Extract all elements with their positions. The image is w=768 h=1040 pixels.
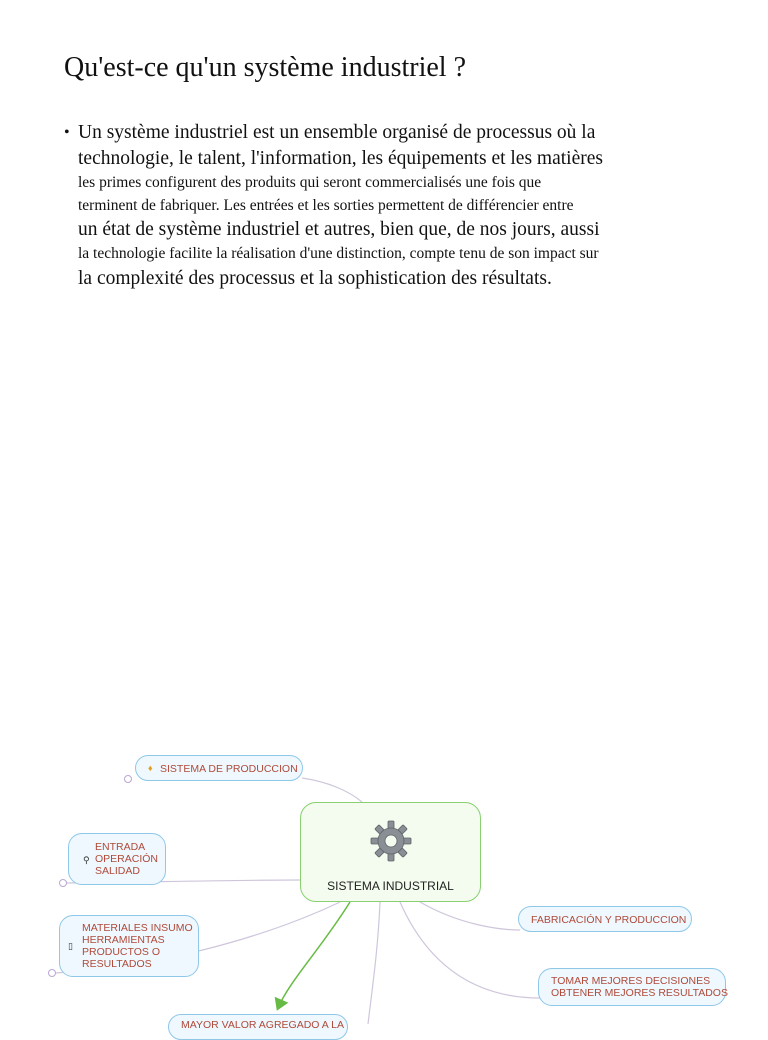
paragraph-line: la technologie facilite la réalisation d'une distinction, compte tenu de son impact sur xyxy=(78,245,599,262)
paragraph-line: un état de système industriel et autres, bien que, de nos jours, aussi xyxy=(78,219,600,240)
node-label: TOMAR MEJORES DECISIONES xyxy=(551,975,711,987)
node-label: PRODUCTOS O xyxy=(82,946,160,958)
node-label: SISTEMA DE PRODUCCION xyxy=(160,763,298,775)
node-label: FABRICACIÓN Y PRODUCCION xyxy=(531,914,687,926)
collapse-toggle[interactable] xyxy=(48,969,56,977)
node-sistema-produccion[interactable] xyxy=(135,755,303,781)
paragraph-line: la complexité des processus et la sophistication des résultats. xyxy=(78,268,552,289)
gear-icon xyxy=(369,819,413,863)
node-label: MATERIALES INSUMO xyxy=(82,922,193,934)
paragraph-line: technologie, le talent, l'information, les équipements et les matières xyxy=(78,148,603,169)
node-label: SALIDAD xyxy=(95,865,140,877)
paragraph-line: les primes configurent des produits qui seront commercialisés une fois que xyxy=(78,174,542,191)
bullet-point: • xyxy=(64,124,70,141)
document-icon: ▯ xyxy=(68,941,73,951)
center-label: SISTEMA INDUSTRIAL xyxy=(327,879,454,893)
node-fabricacion[interactable] xyxy=(518,906,692,932)
arrow-valor xyxy=(278,902,350,1008)
node-sistema-industrial[interactable] xyxy=(300,802,481,902)
paragraph-line: Un système industriel est un ensemble organisé de processus où la xyxy=(78,122,596,143)
node-label: OBTENER MEJORES RESULTADOS xyxy=(551,987,728,999)
collapse-toggle[interactable] xyxy=(124,775,132,783)
pin-icon: ⚲ xyxy=(83,855,90,865)
node-decisiones[interactable] xyxy=(538,968,726,1006)
paragraph-line: terminent de fabriquer. Les entrées et les sorties permettent de différencier entre xyxy=(78,197,574,214)
node-label: HERRAMIENTAS xyxy=(82,934,165,946)
lightbulb-icon: ♦ xyxy=(148,763,153,773)
node-materiales[interactable] xyxy=(59,915,199,977)
node-mayor-valor[interactable] xyxy=(168,1014,348,1040)
node-label: RESULTADOS xyxy=(82,958,152,970)
connector-bottom xyxy=(368,902,380,1024)
node-label: ENTRADA xyxy=(95,841,146,853)
node-label: OPERACIÓN xyxy=(95,853,159,865)
node-entrada[interactable] xyxy=(68,833,166,885)
collapse-toggle[interactable] xyxy=(59,879,67,887)
slide-title: Qu'est-ce qu'un système industriel ? xyxy=(64,52,466,83)
mind-map xyxy=(0,740,768,1031)
connector-produccion xyxy=(302,778,362,802)
node-label: MAYOR VALOR AGREGADO A LA xyxy=(181,1019,344,1031)
connector-fabricacion xyxy=(420,902,520,930)
